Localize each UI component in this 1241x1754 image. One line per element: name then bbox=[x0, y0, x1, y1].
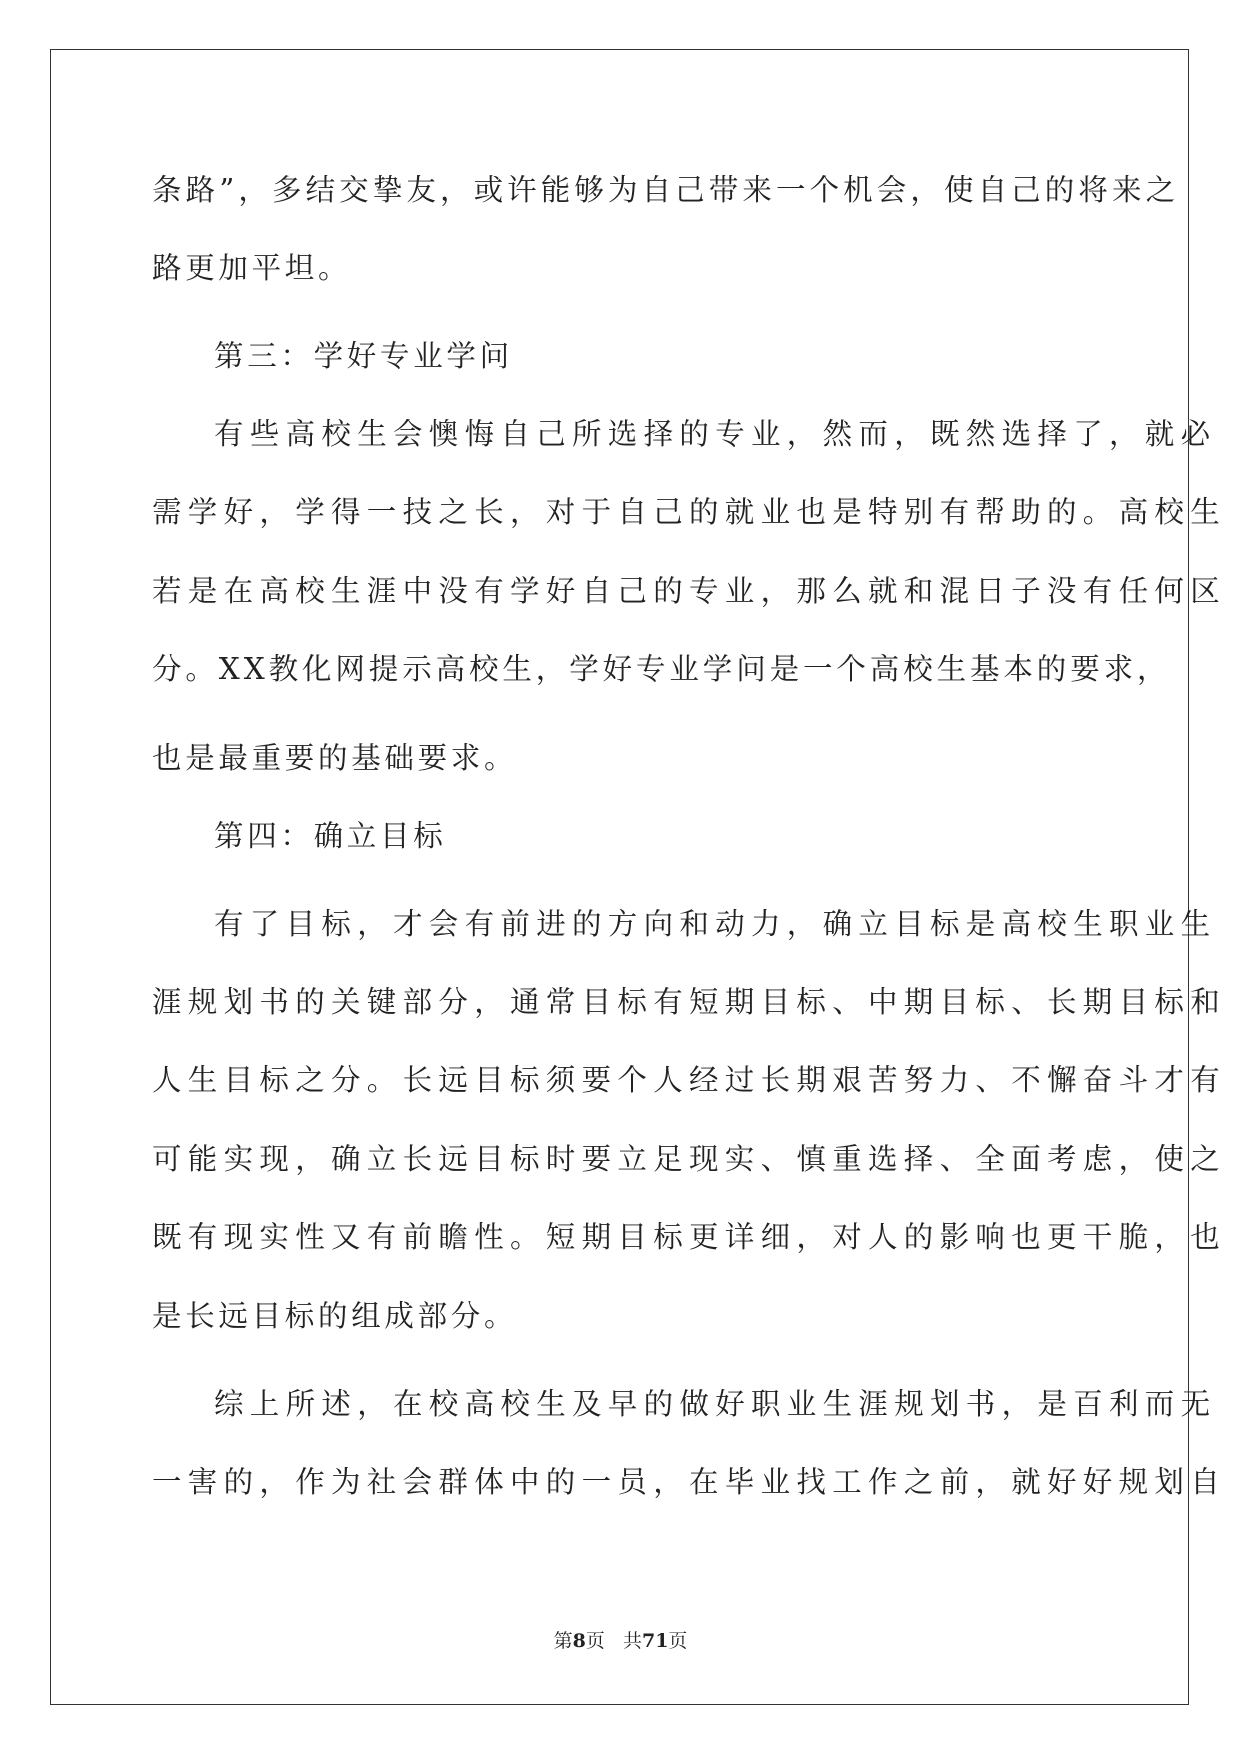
text-line: 也是最重要的基础要求。 bbox=[152, 741, 518, 775]
text-line: 是长远目标的组成部分。 bbox=[152, 1299, 518, 1333]
text-line: 有了目标，才会有前进的方向和动力，确立目标是高校生职业生 bbox=[214, 907, 1217, 941]
total-pages: 71 bbox=[641, 1630, 669, 1652]
page-footer bbox=[0, 1626, 1241, 1653]
text-line: 若是在高校生涯中没有学好自己的专业，那么就和混日子没有任何区 bbox=[152, 574, 1227, 608]
section-heading: 第三：学好专业学问 bbox=[214, 339, 513, 373]
page-number: 8 bbox=[572, 1630, 586, 1652]
text-line: 综上所述，在校高校生及早的做好职业生涯规划书，是百利而无 bbox=[214, 1387, 1217, 1421]
page-prefix: 第 bbox=[553, 1630, 573, 1652]
text-line: 涯规划书的关键部分，通常目标有短期目标、中期目标、长期目标和 bbox=[152, 985, 1227, 1019]
text-line: 条路”，多结交挚友，或许能够为自己带来一个机会，使自己的将来之 bbox=[152, 173, 1180, 207]
total-prefix: 共 bbox=[622, 1630, 642, 1652]
page-suffix: 页 bbox=[585, 1630, 605, 1652]
text-line: 既有现实性又有前瞻性。短期目标更详细，对人的影响也更干脆，也 bbox=[152, 1220, 1227, 1254]
text-line: 路更加平坦。 bbox=[152, 251, 352, 285]
text-line: 一害的，作为社会群体中的一员，在毕业找工作之前，就好好规划自 bbox=[152, 1465, 1227, 1499]
footer-gap bbox=[605, 1630, 623, 1652]
text-line: 可能实现，确立长远目标时要立足现实、慎重选择、全面考虑，使之 bbox=[152, 1142, 1227, 1176]
total-suffix: 页 bbox=[668, 1630, 688, 1652]
text-line: 需学好，学得一技之长，对于自己的就业也是特别有帮助的。高校生 bbox=[152, 495, 1227, 529]
text-line: 分。XX教化网提示高校生，学好专业学问是一个高校生基本的要求， bbox=[152, 652, 1171, 686]
text-line: 有些高校生会懊悔自己所选择的专业，然而，既然选择了，就必 bbox=[214, 417, 1217, 451]
text-line: 人生目标之分。长远目标须要个人经过长期艰苦努力、不懈奋斗才有 bbox=[152, 1063, 1227, 1097]
section-heading: 第四：确立目标 bbox=[214, 819, 447, 853]
